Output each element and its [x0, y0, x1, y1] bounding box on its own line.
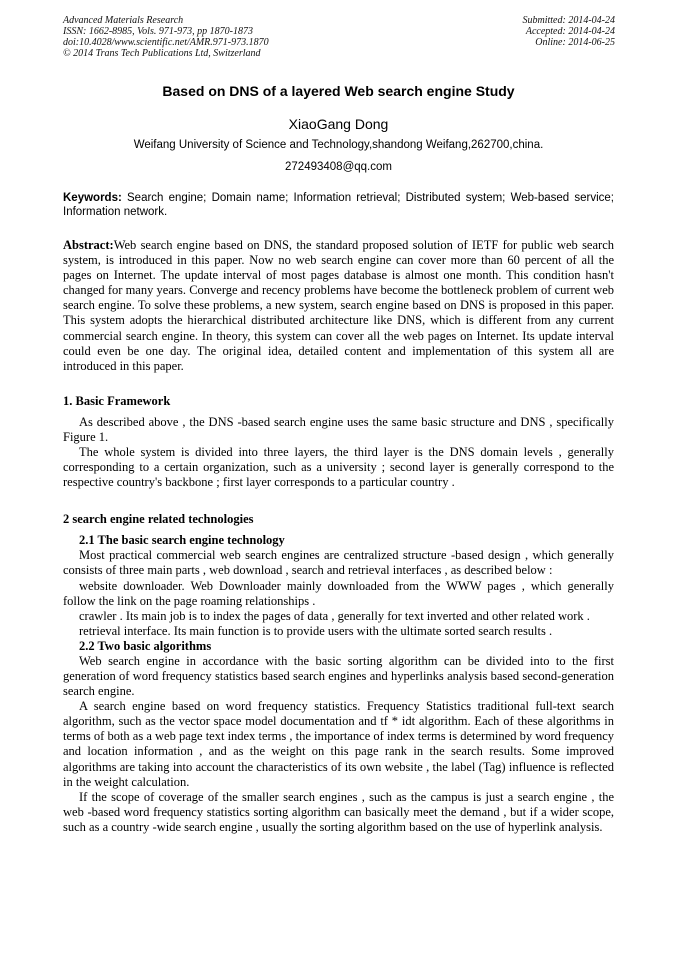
abstract-label: Abstract:: [63, 238, 114, 252]
section-1-paragraph: As described above , the DNS -based search engine uses the same basic structure and DNS , specifically Figure 1.: [63, 414, 614, 444]
doi-line: doi:10.4028/www.scientific.net/AMR.971-973.1870: [63, 37, 269, 48]
subsection-2-1-paragraph: retrieval interface. Its main function is to provide users with the ultimate sorted search results .: [79, 623, 553, 638]
subsection-2-2-paragraph: Web search engine in accordance with the basic sorting algorithm can be divided into to the first generation of word frequency statistics based search engines and hyperlinks analysis based second-generation search engine.: [63, 653, 614, 699]
journal-name: Advanced Materials Research: [63, 15, 184, 26]
copyright-line: © 2014 Trans Tech Publications Ltd, Switzerland: [63, 48, 261, 59]
author-email: 272493408@qq.com: [285, 161, 392, 173]
subsection-2-2-paragraph: If the scope of coverage of the smaller search engines , such as the campus is just a search engine , the web -based word frequency statistics sorting algorithm can basically meet the demand , but if a wider scope, such as a country -wide search engine , usually the sorting algorithm based on the use of hyperlink analysis.: [63, 789, 614, 834]
author-name: XiaoGang Dong: [288, 116, 389, 132]
subsection-2-2-paragraph: A search engine based on word frequency statistics. Frequency Statistics traditional full-text search algorithm, such as the vector space model documentation and tf * idt algorithm. Each of these algorithms in terms of both as a web page text index terms , the importance of index terms is determined by word frequency and location information , and as the weight on this page rank in the search results. Some improved algorithms are taking into account the characteristics of its own website , the label (Tag) influence is reflected in the weight calculation.: [63, 699, 614, 789]
abstract: [63, 238, 614, 374]
subsection-2-2-heading: 2.2 Two basic algorithms: [79, 638, 212, 653]
dates-info: [523, 15, 616, 48]
section-2-heading: 2 search engine related technologies: [63, 512, 254, 527]
section-1-heading: 1. Basic Framework: [63, 393, 171, 408]
abstract-text: Web search engine based on DNS, the standard proposed solution of IETF for public web search system, is introduced in this paper. Now no web search engine can cover more than 60 percent of all the pages on Internet. The update interval of most pages database is almost one month. This condition hasn't changed for many years. Converge and recency problems have become the bottleneck problem of current web search engine. To solve these problems, a new system, search engine based on DNS is proposed in this paper. This system adopts the hierarchical distributed architecture like DNS, which is different from any current commercial search engine. In theory, this system can cover all the web pages on Internet. Its update interval could even be one day. The original idea, detailed content and implementation of this system all are introduced in this paper.: [63, 238, 614, 373]
submitted-date: Submitted: 2014-04-24: [522, 15, 615, 26]
issn-line: ISSN: 1662-8985, Vols. 971-973, pp 1870-1873: [63, 26, 253, 37]
keywords-label: Keywords:: [63, 192, 122, 204]
accepted-date: Accepted: 2014-04-24: [525, 26, 615, 37]
journal-info: [63, 15, 269, 59]
paper-title: Based on DNS of a layered Web search engine Study: [162, 83, 515, 99]
author-affiliation: Weifang University of Science and Technology,shandong Weifang,262700,china.: [133, 139, 544, 151]
keywords-text: Search engine; Domain name; Information retrieval; Distributed system; Web-based service; Information network.: [63, 192, 614, 218]
subsection-2-1-paragraph: website downloader. Web Downloader mainly downloaded from the WWW pages , which generally follow the link on the page roaming relationships .: [63, 578, 614, 608]
section-1-paragraph: The whole system is divided into three layers, the third layer is the DNS domain levels , generally corresponding to a certain organization, such as a university ; second layer is generally correspond to the respective country's backbone ; first layer corresponds to a particular country .: [63, 445, 614, 490]
subsection-2-1-paragraph: crawler . Its main job is to index the pages of data , generally for text inverted and other related work .: [79, 608, 590, 623]
paper-body: [63, 82, 614, 835]
keywords: [63, 191, 614, 219]
subsection-2-1-paragraph: Most practical commercial web search engines are centralized structure -based design , which generally consists of three main parts , web download , search and retrieval interfaces , as described below :: [63, 548, 614, 578]
online-date: Online: 2014-06-25: [535, 37, 615, 48]
subsection-2-1-heading: 2.1 The basic search engine technology: [79, 533, 285, 548]
